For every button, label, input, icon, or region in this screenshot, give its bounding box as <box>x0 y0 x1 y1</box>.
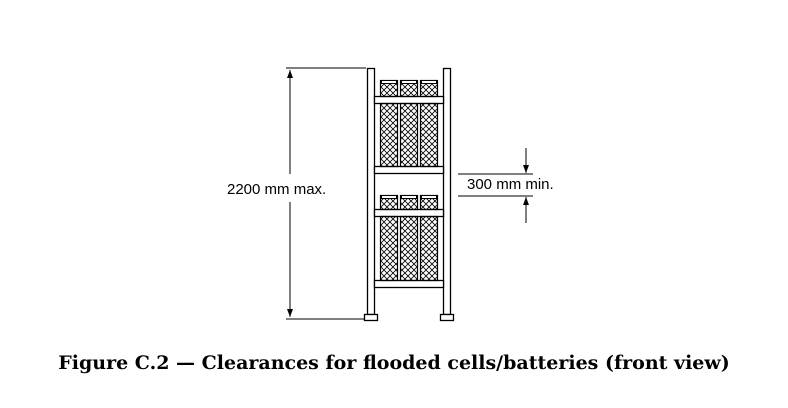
height-dimension <box>227 68 366 319</box>
figure-caption: Figure C.2 — Clearances for flooded cells/batteries (front view) <box>58 352 730 374</box>
battery-cell <box>381 81 398 167</box>
right-foot <box>441 315 454 321</box>
gap-label: 300 mm min. <box>467 176 554 193</box>
battery-cell <box>401 196 418 281</box>
left-foot <box>365 315 378 321</box>
upper-bottom-shelf <box>375 167 444 174</box>
battery-cell <box>421 81 438 167</box>
upper-top-shelf <box>375 97 444 104</box>
right-upright <box>444 69 451 315</box>
height-label: 2200 mm max. <box>227 181 327 198</box>
left-upright <box>368 69 375 315</box>
lower-tier-cells <box>381 196 438 281</box>
battery-cell <box>401 81 418 167</box>
upper-tier-cells <box>381 81 438 167</box>
battery-cell <box>421 196 438 281</box>
lower-top-shelf <box>375 210 444 217</box>
gap-dimension <box>458 148 554 223</box>
battery-cell <box>381 196 398 281</box>
lower-bottom-shelf <box>375 281 444 288</box>
